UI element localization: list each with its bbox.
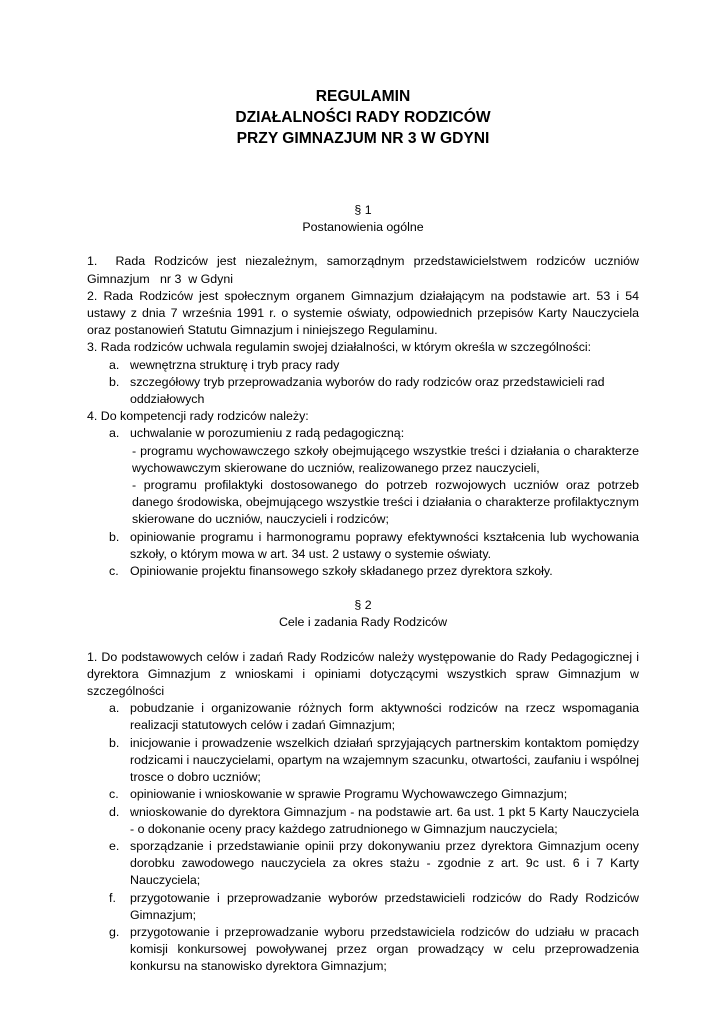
list-text: pobudzanie i organizowanie różnych form aktywności rodziców na rzecz wspomagania realizacji statutowych celów i zadań Gimnazjum; — [130, 701, 639, 733]
sub-list-item: - programu wychowawczego szkoły obejmującego wszystkie treści i działania o charakterze wychowawczym skierowane do uczniów, realizowanego przez nauczycieli, — [132, 443, 639, 475]
list-marker: c. — [109, 564, 119, 579]
section-1-sign: § 1 — [354, 203, 372, 217]
list-item — [87, 529, 639, 563]
s2-paragraph-1: 1. Do podstawowych celów i zadań Rady Rodziców należy występowanie do Rady Pedagogicznej i dyrektora Gimnazjum z wnioskami i opiniami dotyczącymi wszystkich spraw Gimnazjum w szczególności — [87, 649, 639, 699]
title-line-1: REGULAMIN — [315, 88, 411, 105]
section-2-body — [87, 649, 639, 976]
list-text: wewnętrzna strukturę i tryb pracy rady — [130, 357, 340, 372]
title-line-3: PRZY GIMNAZJUM NR 3 W GDYNI — [236, 130, 490, 147]
list-item — [87, 786, 639, 803]
list-item — [87, 425, 639, 442]
s1-paragraph-3: 3. Rada rodziców uchwala regulamin swojej działalności, w którym określa w szczególności: — [87, 340, 592, 355]
list-marker: d. — [109, 804, 120, 819]
section-2-heading: Cele i zadania Rady Rodziców — [278, 615, 448, 630]
document-title — [87, 86, 639, 149]
list-text: przygotowanie i przeprowadzanie wyboru przedstawiciela rodziców do udziału w pracach komisji konkursowej powoływanej przez organ prowadzący w celu przeprowadzenia konkursu na stanowisko dyrektora Gimnazjum; — [130, 924, 639, 974]
list-text: Opiniowanie projektu finansowego szkoły składanego przez dyrektora szkoły. — [130, 564, 553, 579]
list-marker: a. — [109, 701, 120, 716]
list-marker: a. — [109, 357, 120, 372]
section-1-header — [87, 202, 639, 236]
s1-paragraph-4: 4. Do kompetencji rady rodziców należy: — [87, 409, 309, 424]
list-marker: a. — [109, 426, 120, 441]
list-marker: g. — [109, 924, 120, 939]
section-2-header — [87, 597, 639, 631]
list-item — [87, 357, 639, 374]
list-text: uchwalanie w porozumieniu z radą pedagogiczną: — [130, 426, 405, 441]
list-text: inicjowanie i prowadzenie wszelkich działań sprzyjających partnerskim kontaktom pomiędzy rodzicami i nauczycielami, opartym na wzajemnym szacunku, otwartości, zaufaniu i wspólnej trosce o dobro uczniów; — [130, 735, 639, 785]
list-marker: e. — [109, 838, 120, 853]
list-item — [87, 838, 639, 890]
sub-list-item: - programu profilaktyki dostosowanego do potrzeb rozwojowych uczniów oraz potrzeb danego środowiska, obejmującego wszystkie treści i działania o charakterze profilaktycznym skierowane do uczniów, nauczycieli i rodziców; — [132, 478, 639, 527]
section-1-body — [87, 253, 639, 580]
list-marker: c. — [109, 787, 119, 802]
list-text: sporządzanie i przedstawianie opinii przy dokonywaniu przez dyrektora Gimnazjum oceny dorobku zawodowego nauczyciela za okres stażu - zgodnie z art. 9c ust. 6 i 7 Karty Nauczyciela; — [130, 838, 639, 888]
list-text: szczegółowy tryb przeprowadzania wyborów do rady rodziców oraz przedstawicieli rad oddziałowych — [130, 374, 605, 407]
list-marker: b. — [109, 529, 120, 544]
list-marker: b. — [109, 374, 120, 389]
list-item — [87, 890, 639, 924]
s1-paragraph-1-line-1: 1. Rada Rodziców jest niezależnym, samorządnym przedstawicielstwem rodziców uczniów — [87, 254, 639, 269]
list-marker: f. — [109, 890, 116, 905]
title-line-2: DZIAŁALNOŚCI RADY RODZICÓW — [235, 109, 491, 126]
list-item — [87, 924, 639, 976]
s1-paragraph-1-line-2: Gimnazjum nr 3 w Gdyni — [87, 271, 233, 286]
list-text: opiniowanie programu i harmonogramu poprawy efektywności kształcenia lub wychowania szkoły, o którym mowa w art. 34 ust. 2 ustawy o systemie oświaty. — [130, 529, 639, 561]
list-item — [87, 804, 639, 838]
s1-paragraph-2: 2. Rada Rodziców jest społecznym organem Gimnazjum działającym na podstawie art. 53 i 54 ustawy z dnia 7 września 1991 r. o systemie oświaty, odpowiednich przepisów Karty Nauczyciela oraz postanowień Statutu Gimnazjum i niniejszego Regulaminu. — [87, 288, 639, 338]
list-item — [87, 563, 639, 580]
section-2-sign: § 2 — [354, 598, 372, 613]
list-item — [87, 700, 639, 734]
section-1-heading: Postanowienia ogólne — [302, 220, 424, 235]
document-content — [87, 86, 639, 976]
list-text: wnioskowanie do dyrektora Gimnazjum - na podstawie art. 6a ust. 1 pkt 5 Karty Nauczyciela - o dokonanie oceny pracy każdego zatrudnionego w Gimnazjum nauczyciela; — [130, 804, 639, 836]
list-text: przygotowanie i przeprowadzanie wyborów przedstawicieli rodziców do Rady Rodziców Gimnazjum; — [130, 890, 639, 922]
list-marker: b. — [109, 735, 120, 750]
list-item — [87, 735, 639, 787]
list-text: opiniowanie i wnioskowanie w sprawie Programu Wychowawczego Gimnazjum; — [130, 787, 568, 802]
list-item — [87, 374, 639, 408]
